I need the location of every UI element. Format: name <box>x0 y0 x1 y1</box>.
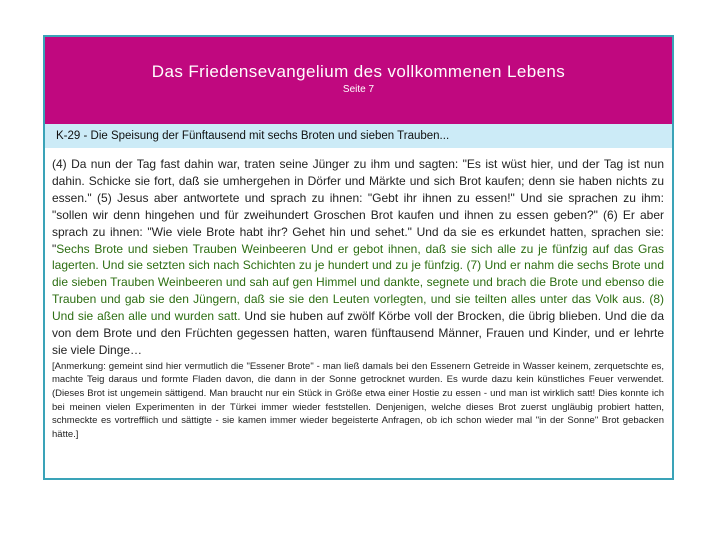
slide-frame <box>43 35 674 480</box>
body-text-end: Und sie huben auf zwölf Körbe voll der Brocken, die übrig blieben. Und die da von dem Brote und den Früchten gegessen hatten, waren fünftausend Männer, Frauen und Kinder, und er lehrte sie viele Dinge… <box>52 309 664 357</box>
highlighted-passage: Sechs Brote und sieben Trauben Weinbeeren Und er gebot ihnen, daß sie sich alle zu je fünfzig auf das Gras lagerten. Und sie setzten sich nach Schichten zu je hundert und zu je fünfzig. (7) Und er nahm die sechs Brote und die sieben Trauben Weinbeeren und sah auf gen Himmel und dankte, segnete und brach die Brote und ebenso die Trauben und gab sie den Jüngern, daß sie sie den Leuten vorlegten, und sie teilten alles unter das Volk aus. (8) Und sie aßen alle und wurden satt. <box>52 241 664 324</box>
page-label: Seite 7 <box>342 84 375 95</box>
body-text-start: (4) Da nun der Tag fast dahin war, traten seine Jünger zu ihm und sagten: "Es ist wüst hier, und der Tag ist nun dahin. Schicke sie fort, daß sie umhergehen in Dörfer und Märkte und sich Brot kaufen; denn sie haben nichts zu essen." (5) Jesus aber antwortete und sprach zu ihnen: "Gebt ihr ihnen zu essen!" Und sie sprachen zu ihm: "sollen wir denn hingehen und für zweihundert Groschen Brot kaufen und ihnen zu essen geben?" (6) Er aber sprach zu ihnen: "Wie viele Brote habt ihr? Gehet hin und sehet." Und da sie es erkundet hatten, sprachen sie: " <box>52 157 664 256</box>
section-heading: K-29 - Die Speisung der Fünftausend mit sechs Broten und sieben Trauben... <box>45 124 672 148</box>
annotation-note: [Anmerkung: gemeint sind hier vermutlich die "Essener Brote" - man ließ damals bei den Essenern Getreide in Wasser keinem, zerquetschte es, machte Teig daraus und formte Fladen davon, die dann in der Sonne getrocknet wurden. Es wurde dazu kein künstliches Feuer verwendet. (Dieses Brot ist ungemein sättigend. Man braucht nur ein Stück in Größe etwa einer Hostie zu essen - und man ist wirklich satt! Dies konnte ich bei meinen vielen Experimenten in der Türkei immer wieder feststellen. Denjenigen, welche dieses Brot zuerst ungläubig probiert hatten, schmeckte es vortrefflich und sättigte - sie kamen immer wieder begeisterte Anfragen, ob ich schon wieder mal "in der Sonne" Brot gebacken hätte.] <box>52 360 664 440</box>
page-title: Das Friedensevangelium des vollkommenen Lebens <box>151 62 566 81</box>
body-text <box>52 156 664 441</box>
title-banner <box>45 37 672 124</box>
